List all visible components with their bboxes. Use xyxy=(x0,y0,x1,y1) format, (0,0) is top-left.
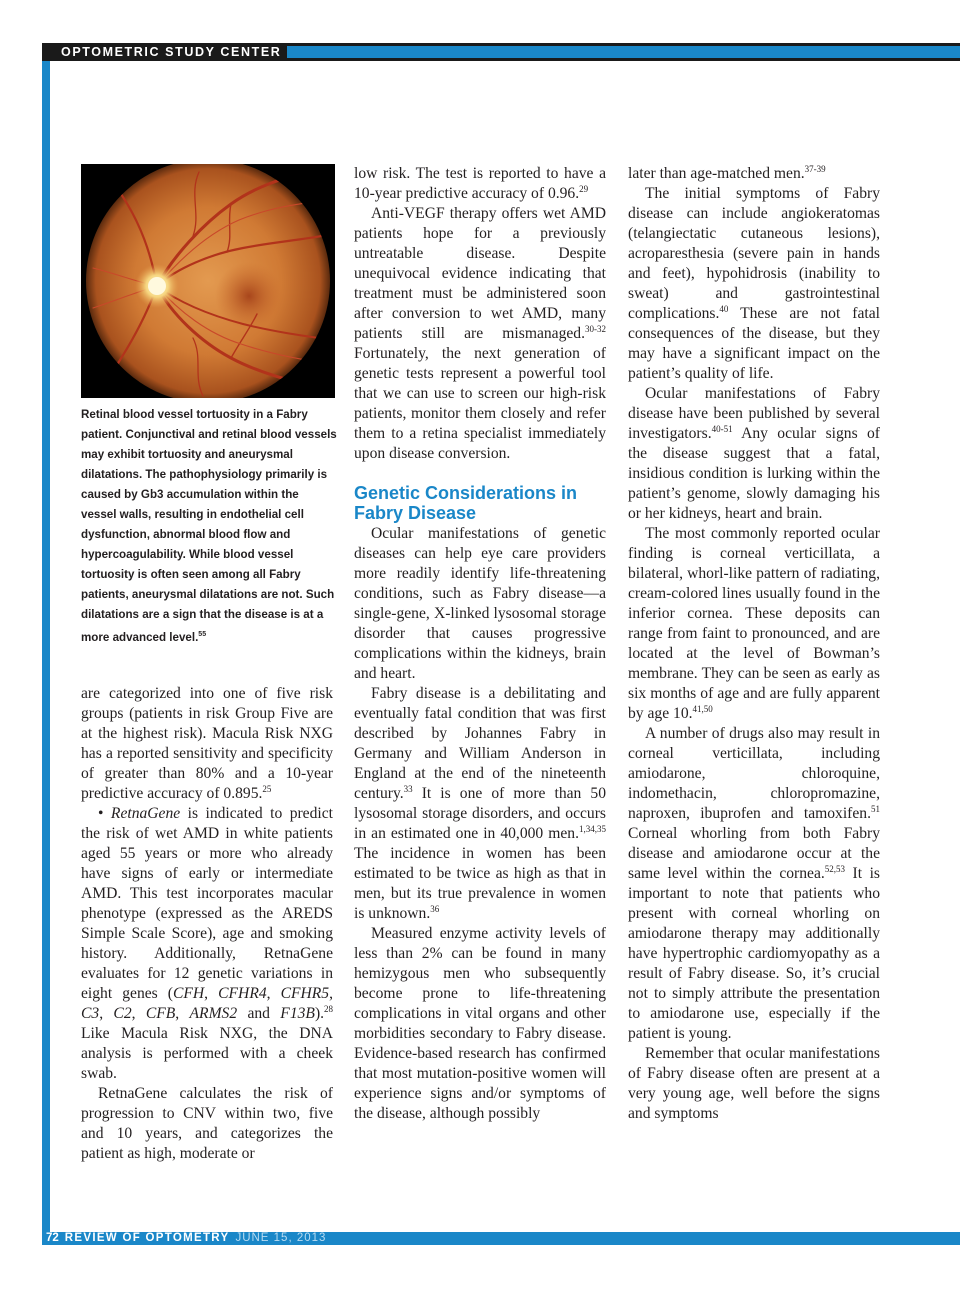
gene: ARMS2 xyxy=(189,1005,238,1022)
col3-paragraph-1 xyxy=(628,164,880,184)
col3-paragraph-2 xyxy=(628,184,880,384)
col1-paragraph-2 xyxy=(81,804,333,1084)
fundus-photo-icon xyxy=(81,164,335,398)
separator: , xyxy=(266,985,281,1002)
col3-p5-text-b: Corneal whorling from both Fabry disease and amiodarone occur at the same level within the cornea. xyxy=(628,825,880,882)
separator: , xyxy=(204,985,219,1002)
col2-p2-text-a: Anti-VEGF therapy offers wet AMD patients hope for a previously untreatable disease. Despite unequivocal evidence indicating that treatment must be administered soon after conversion to wet AMD, many patients still are mismanaged. xyxy=(354,205,606,342)
issue-date: JUNE 15, 2013 xyxy=(235,1232,327,1244)
col1-p2-text-a: is indicated to predict the risk of wet AMD in white patients aged 55 years or more who already have signs of early or intermediate AMD. This test incorporates macular phenotype (expressed as the AREDS Simple Scale Score), age and smoking history. Additionally, RetnaGene evaluates for 12 genetic variations in eight genes ( xyxy=(81,805,333,1002)
col3-p4-text-a: The most commonly reported ocular finding is corneal verticillata, a bilateral, whorl-like pattern of radiating, cream-colored lines usually found in the inferior cornea. These deposits can range from faint to pronounced, and are located at the level of Bowman’s membrane. They can be seen as early as six months of age and are fully apparent by age 10. xyxy=(628,525,880,722)
citation: 40 xyxy=(719,303,729,314)
conjunction: and xyxy=(237,1005,281,1022)
column-2 xyxy=(354,164,606,1124)
heading-line-2: Fabry Disease xyxy=(354,503,477,523)
col1-p2-text-b: Like Macula Risk NXG, the DNA analysis is performed with a cheek swab. xyxy=(81,1025,333,1082)
col3-paragraph-3 xyxy=(628,384,880,524)
citation: 41,50 xyxy=(692,703,713,714)
col3-p5-text-a: A number of drugs also may result in corneal verticillata, including amiodarone, chloroquine, indomethacin, chloropromazine, naproxen, ibuprofen and tamoxifen. xyxy=(628,725,880,822)
separator: , xyxy=(329,985,334,1002)
col3-p5-text-c: It is important to note that patients who present with corneal whorling on amiodarone therapy may additionally have hypertrophic cardiomyopathy as a result of Fabry disease. So, it’s crucial not to simply attribute the presentation to amiodarone use, especially if the patient is young. xyxy=(628,865,880,1042)
col1-p1-text: are categorized into one of five risk groups (patients in risk Group Five are at the highest risk). Macula Risk NXG has a reported sensitivity and specificity of greater than 80% and a 10-year predictive accuracy of 0.895. xyxy=(81,685,333,802)
col1-paragraph-3 xyxy=(81,1084,333,1164)
gene: CFHR5 xyxy=(280,985,330,1002)
citation: 36 xyxy=(430,903,440,914)
side-rule xyxy=(42,61,50,1245)
fundus-figure xyxy=(81,164,335,398)
col1-paragraph-1 xyxy=(81,684,333,804)
separator: , xyxy=(99,1005,114,1022)
col3-p2-text-b: These are not fatal consequences of the disease, but they may have a significant impact on the patient’s quality of life. xyxy=(628,305,880,382)
section-heading xyxy=(354,483,606,523)
col3-paragraph-6 xyxy=(628,1044,880,1124)
citation: 51 xyxy=(871,803,880,814)
closing-paren: ). xyxy=(314,1005,325,1022)
page-number: 72 xyxy=(46,1232,59,1244)
citation: 52,53 xyxy=(824,863,846,874)
magazine-name: REVIEW OF OPTOMETRY xyxy=(64,1232,230,1244)
citation: 33 xyxy=(403,783,413,794)
col3-paragraph-4 xyxy=(628,524,880,724)
col2-p2-text-b: Fortunately, the next generation of genetic tests represent a powerful tool that we can use to screen our high-risk patients, monitor them closely and refer them to a retina specialist immediately upon disease conversion. xyxy=(354,345,606,462)
column-1 xyxy=(81,684,333,1164)
col3-p1-text: later than age-matched men. xyxy=(628,165,805,182)
citation: 29 xyxy=(579,183,589,194)
col2-p4-text-c: The incidence in women has been estimated to be twice as high as that in men, but its true prevalence in women is unknown. xyxy=(354,845,606,922)
citation: 37-39 xyxy=(804,163,826,174)
gene: C3 xyxy=(81,1005,100,1022)
col3-paragraph-5 xyxy=(628,724,880,1044)
caption-citation: 55 xyxy=(198,631,207,638)
column-3 xyxy=(628,164,880,1124)
col3-p3-text-b: Any ocular signs of the disease suggest that a fatal, insidious condition is lurking within the patient’s genome, slowly damaging his or her kidneys, heart and brain. xyxy=(628,425,880,522)
col2-paragraph-1 xyxy=(354,164,606,204)
col2-p3-text: Ocular manifestations of genetic diseases can help eye care providers more readily identify life-threatening conditions, such as Fabry disease—a single-gene, X-linked lysosomal storage disorder that causes progressive complications within the kidneys, brain and heart. xyxy=(354,525,606,682)
citation: 1,34,35 xyxy=(579,823,606,834)
citation: 30-32 xyxy=(585,323,606,334)
col2-paragraph-5 xyxy=(354,924,606,1124)
citation: 40-51 xyxy=(711,423,733,434)
separator: , xyxy=(175,1005,190,1022)
heading-line-1: Genetic Considerations in xyxy=(354,483,578,503)
col2-p4-text-a: Fabry disease is a debilitating and eventually fatal condition that was first described by Johannes Fabry in Germany and William Anderson in England at the end of the nineteenth century. xyxy=(354,685,606,802)
caption-text: Retinal blood vessel tortuosity in a Fabry patient. Conjunctival and retinal blood vessels may exhibit tortuosity and aneurysmal dilatations. The pathophysiology primarily is caused by Gb3 accumulation within the vessel walls, resulting in endothelial cell dysfunction, abnormal blood flow and hypercoagulability. While blood vessel tortuosity is often seen among all Fabry patients, aneurysmal dilatations are not. Such dilatations are a sign that the disease is at a more advanced level. xyxy=(81,408,337,644)
col2-paragraph-3 xyxy=(354,524,606,684)
gene: F13B xyxy=(280,1005,315,1022)
gene: CFH xyxy=(172,985,205,1002)
col2-paragraph-4 xyxy=(354,684,606,924)
separator: , xyxy=(131,1005,146,1022)
citation: 28 xyxy=(324,1003,334,1014)
col2-p5-text: Measured enzyme activity levels of less than 2% can be found in many hemizygous men who subsequently become prone to life-threatening complications in vital organs and other morbidities secondary to Fabry disease. Evidence-based research has confirmed that most mutation-positive women will experience signs and/or symptoms of the disease, although possibly xyxy=(354,925,606,1122)
gene: CFHR4 xyxy=(218,985,267,1002)
gene: CFB xyxy=(145,1005,176,1022)
section-label: OPTOMETRIC STUDY CENTER xyxy=(42,43,287,61)
gene: C2 xyxy=(113,1005,132,1022)
footer xyxy=(46,1231,326,1245)
col3-p6-text: Remember that ocular manifestations of Fabry disease often are present at a very young age, well before the signs and symptoms xyxy=(628,1045,880,1122)
figure-caption xyxy=(81,405,337,648)
bullet: • xyxy=(98,805,104,822)
col2-p4-text-b: It is one of more than 50 lysosomal storage disorders, and occurs in an estimated one in 40,000 men. xyxy=(354,785,606,842)
col3-p3-text-a: Ocular manifestations of Fabry disease have been published by several investigators. xyxy=(628,385,880,442)
col2-paragraph-2 xyxy=(354,204,606,464)
col3-p2-text-a: The initial symptoms of Fabry disease can include angiokeratomas (telangiectatic cutaneous lesions), acroparesthesia (severe pain in hands and feet), hypohidrosis (inability to sweat) and gastrointestinal complications. xyxy=(628,185,880,322)
header-bar xyxy=(42,43,960,61)
col1-p3-text: RetnaGene calculates the risk of progression to CNV within two, five and 10 years, and categorizes the patient as high, moderate or xyxy=(81,1085,333,1162)
product-name: RetnaGene xyxy=(110,805,181,822)
col2-p1-text: low risk. The test is reported to have a 10-year predictive accuracy of 0.96. xyxy=(354,165,606,202)
citation: 25 xyxy=(262,783,272,794)
header-rule xyxy=(287,43,960,61)
